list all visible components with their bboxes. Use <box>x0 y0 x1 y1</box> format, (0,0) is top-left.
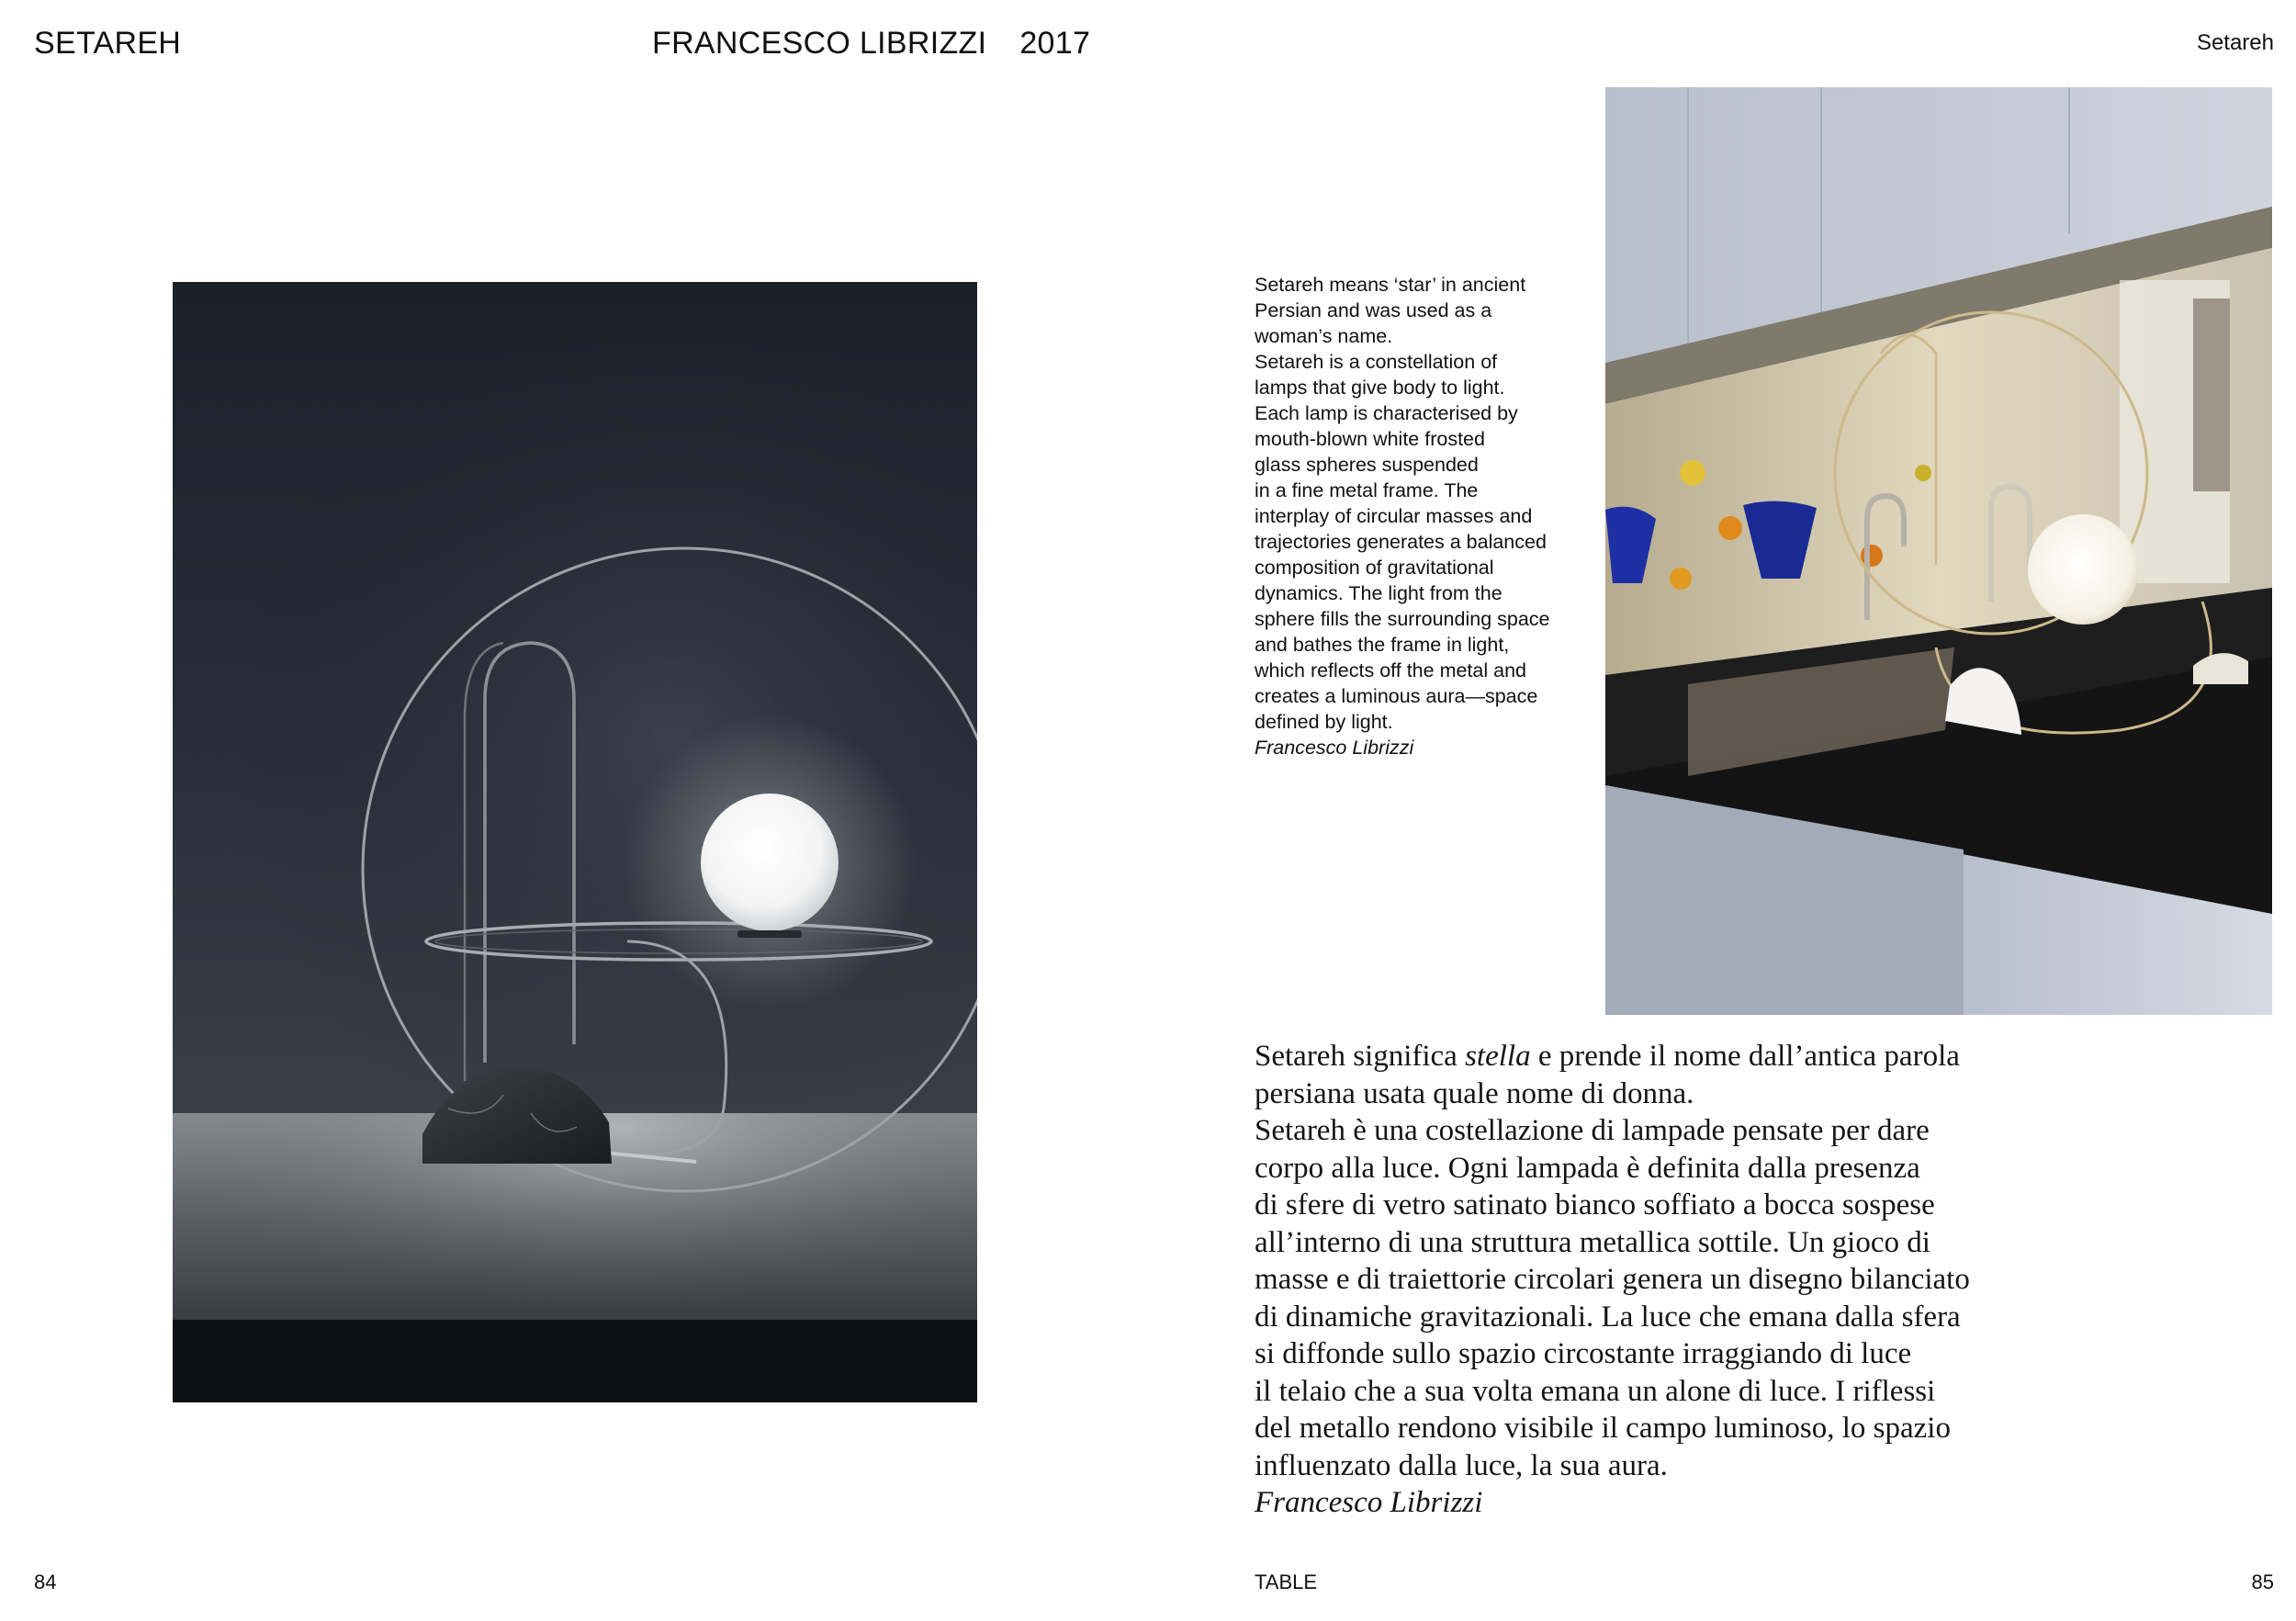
caption-line: which reflects off the metal and <box>1255 659 1526 681</box>
lamp-kitchen-illustration <box>1605 87 2272 1015</box>
header-collection-title: SETAREH <box>34 26 182 61</box>
caption-line: Setareh is a constellation of <box>1255 351 1498 373</box>
body-line: del metallo rendono visibile il campo luminoso, lo spazio <box>1255 1412 1951 1445</box>
body-line: di dinamiche gravitazionali. La luce che emana dalla sfera <box>1255 1300 1961 1334</box>
caption-line: woman’s name. <box>1255 325 1393 347</box>
page-number-left: 84 <box>34 1570 57 1593</box>
caption-line: Each lamp is characterised by <box>1255 402 1518 424</box>
body-line: corpo alla luce. Ogni lampada è definita dalla presenza <box>1255 1151 1920 1185</box>
caption-line: sphere fills the surrounding space <box>1255 608 1550 630</box>
body-line-start: Setareh significa <box>1255 1040 1466 1073</box>
header-running-title: Setareh <box>2196 30 2274 55</box>
caption-english <box>1255 272 1585 760</box>
body-signature: Francesco Librizzi <box>1255 1486 1483 1519</box>
body-italic-word: stella <box>1465 1040 1531 1073</box>
caption-line: Persian and was used as a <box>1255 299 1492 321</box>
caption-line: glass spheres suspended <box>1255 454 1479 476</box>
header-designer-year <box>652 26 1090 62</box>
caption-line: dynamics. The light from the <box>1255 582 1503 604</box>
lamp-studio-illustration <box>173 282 977 1402</box>
caption-line: mouth-blown white frosted <box>1255 428 1485 450</box>
body-line-end: e prende il nome dall’antica parola <box>1530 1040 1960 1073</box>
lamp-kitchen-photo <box>1605 87 2272 1015</box>
designer-name: FRANCESCO LIBRIZZI <box>652 26 987 61</box>
body-line: masse e di traiettorie circolari genera un disegno bilanciato <box>1255 1263 1970 1296</box>
caption-line: defined by light. <box>1255 711 1393 733</box>
caption-line: interplay of circular masses and <box>1255 505 1533 527</box>
body-line: influenzato dalla luce, la sua aura. <box>1255 1448 1668 1482</box>
body-line: all’interno di una struttura metallica sottile. Un gioco di <box>1255 1225 1930 1259</box>
body-line: il telaio che a sua volta emana un alone di luce. I riflessi <box>1255 1374 1936 1408</box>
caption-line: and bathes the frame in light, <box>1255 634 1510 656</box>
body-line: persiana usata quale nome di donna. <box>1255 1076 1694 1110</box>
lamp-studio-photo <box>173 282 977 1402</box>
year: 2017 <box>1019 26 1091 61</box>
body-line: si diffonde sullo spazio circostante irraggiando di luce <box>1255 1337 1912 1370</box>
caption-line: creates a luminous aura—space <box>1255 685 1538 707</box>
caption-line: lamps that give body to light. <box>1255 377 1505 399</box>
body-line: Setareh è una costellazione di lampade pensate per dare <box>1255 1114 1930 1147</box>
caption-line: in a fine metal frame. The <box>1255 479 1479 501</box>
caption-line: composition of gravitational <box>1255 557 1494 579</box>
caption-signature: Francesco Librizzi <box>1255 737 1414 759</box>
caption-line: trajectories generates a balanced <box>1255 531 1547 553</box>
body-line <box>1255 1038 2136 1075</box>
body-line: di sfere di vetro satinato bianco soffiato a bocca sospese <box>1255 1188 1935 1221</box>
caption-line: Setareh means ‘star’ in ancient <box>1255 274 1526 296</box>
body-text-italian <box>1255 1038 2136 1522</box>
page-number-right: 85 <box>2251 1570 2274 1593</box>
section-label: TABLE <box>1255 1570 1318 1593</box>
